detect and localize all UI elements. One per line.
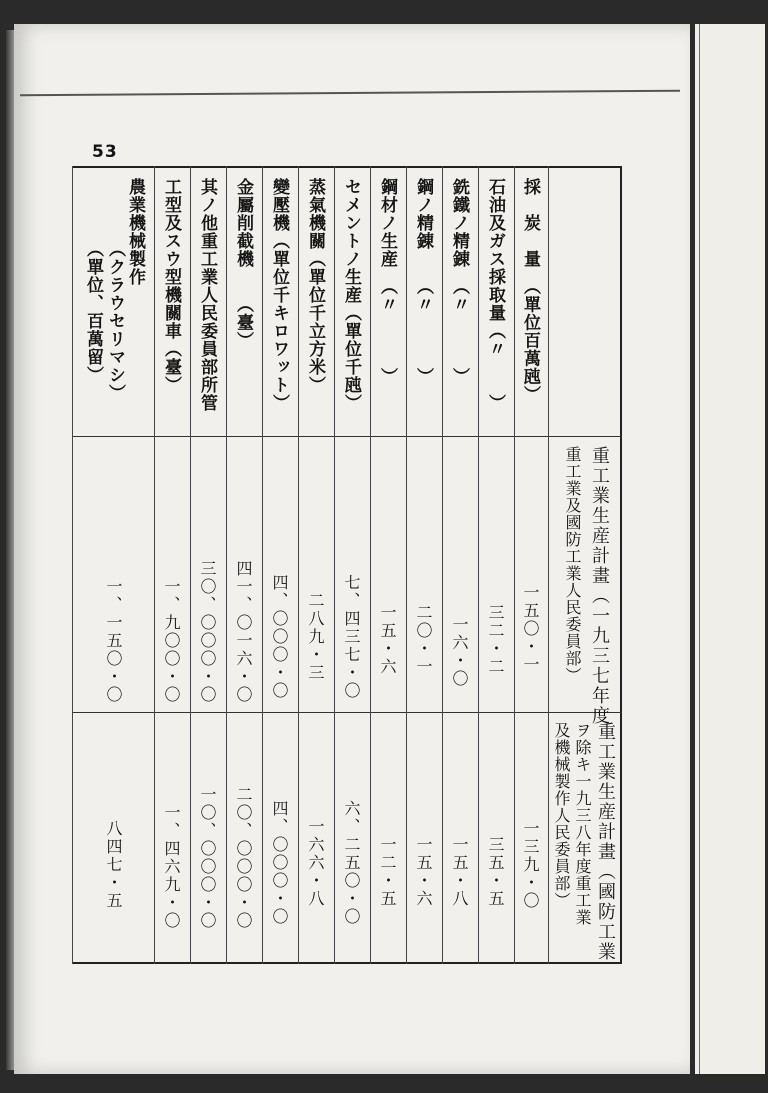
- header-plan-1938-line3: 及機械製作人民委員部）: [552, 722, 571, 909]
- facing-page-edge: [692, 24, 765, 1074]
- column-separator: [548, 166, 549, 964]
- row-label-oil-gas: 石油及ガス採取量（〃 ）: [485, 178, 505, 412]
- column-separator: [262, 166, 263, 964]
- header-plan-1938-line2: ヲ除キ一九三八年度重工業: [573, 722, 592, 926]
- column-separator: [154, 166, 155, 964]
- row-label-coal: 採 炭 量 （單位百萬瓲）: [520, 178, 540, 404]
- value-1937-steel: 二〇・一: [414, 604, 433, 676]
- row-label-other-heavy-industry: 其ノ他重工業人民委員部所管: [197, 178, 217, 412]
- value-1937-oil-gas: 三二・二: [486, 604, 505, 676]
- value-1937-pig-iron: 一六・〇: [450, 616, 469, 688]
- row-label-steel: 鋼ノ精錬 （〃 ）: [413, 178, 433, 386]
- value-1938-oil-gas: 三五・五: [486, 836, 505, 908]
- value-1937-other-heavy-industry: 三〇、〇〇〇・〇: [198, 560, 217, 704]
- value-1937-rolled-steel: 一五・六: [378, 604, 397, 676]
- column-separator: [298, 166, 299, 964]
- column-separator: [478, 166, 479, 964]
- row-label-agri-machinery: 農業機械製作: [125, 178, 145, 286]
- column-separator: [334, 166, 335, 964]
- value-1938-steam-engines: 一六六・八: [306, 818, 325, 908]
- value-1938-steel: 一五・六: [414, 836, 433, 908]
- row-label-transformers: 變壓機（單位千キロワット）: [269, 178, 289, 412]
- value-1937-agri-machinery: 一、一五〇・〇: [104, 578, 123, 704]
- header-plan-1937-line1: 重工業生産計畫（一九三七年度: [589, 446, 610, 726]
- value-1938-coal: 一三九・〇: [521, 820, 540, 910]
- column-separator: [226, 166, 227, 964]
- page-number: 53: [92, 142, 118, 162]
- value-1938-rolled-steel: 一二・五: [378, 836, 397, 908]
- table-right-border: [620, 166, 622, 964]
- value-1938-pig-iron: 一五・八: [450, 836, 469, 908]
- value-1938-transformers: 四、〇〇〇・〇: [270, 800, 289, 926]
- value-1937-steam-engines: 二八九・三: [306, 592, 325, 682]
- value-1938-machine-tools: 二〇、〇〇〇・〇: [234, 786, 253, 930]
- value-1938-agri-machinery: 八四七・五: [104, 820, 123, 910]
- row-label-agri-machinery-sub2: （單位、百萬留）: [83, 240, 103, 384]
- value-1938-cement: 六、二五〇・〇: [342, 800, 361, 926]
- header-plan-1938-line1: 重工業生産計畫（國防工業: [595, 722, 616, 962]
- value-1937-cement: 七、四三七・〇: [342, 574, 361, 700]
- row-label-cement: セメントノ生産（單位千瓲）: [341, 178, 361, 412]
- column-separator: [406, 166, 407, 964]
- value-1937-coal: 一五〇・一: [521, 584, 540, 674]
- value-1937-locomotives: 一、九〇〇・〇: [162, 578, 181, 704]
- value-1938-locomotives: 一、四六九・〇: [162, 804, 181, 930]
- row-label-agri-machinery-sub1: （クラウセリマシ）: [105, 240, 125, 402]
- value-1937-machine-tools: 四一、〇一六・〇: [234, 560, 253, 704]
- row-label-machine-tools: 金屬削截機 （臺）: [233, 178, 253, 350]
- facing-page-line: [699, 24, 700, 1074]
- row-label-locomotives: 工型及スウ型機關車（臺）: [161, 178, 181, 394]
- column-separator: [370, 166, 371, 964]
- value-1938-other-heavy-industry: 一〇、〇〇〇・〇: [198, 786, 217, 930]
- column-separator: [442, 166, 443, 964]
- row-label-pig-iron: 銑鐵ノ精錬 （〃 ）: [449, 178, 469, 386]
- header-plan-1937-line2: 重工業及國防工業人民委員部）: [563, 446, 582, 684]
- row-label-rolled-steel: 鋼材ノ生産 （〃 ）: [377, 178, 397, 386]
- value-1937-transformers: 四、〇〇〇・〇: [270, 574, 289, 700]
- row-label-steam-engines: 蒸氣機關（單位千立方米）: [305, 178, 325, 394]
- column-separator: [72, 166, 73, 964]
- column-separator: [514, 166, 515, 964]
- column-separator: [190, 166, 191, 964]
